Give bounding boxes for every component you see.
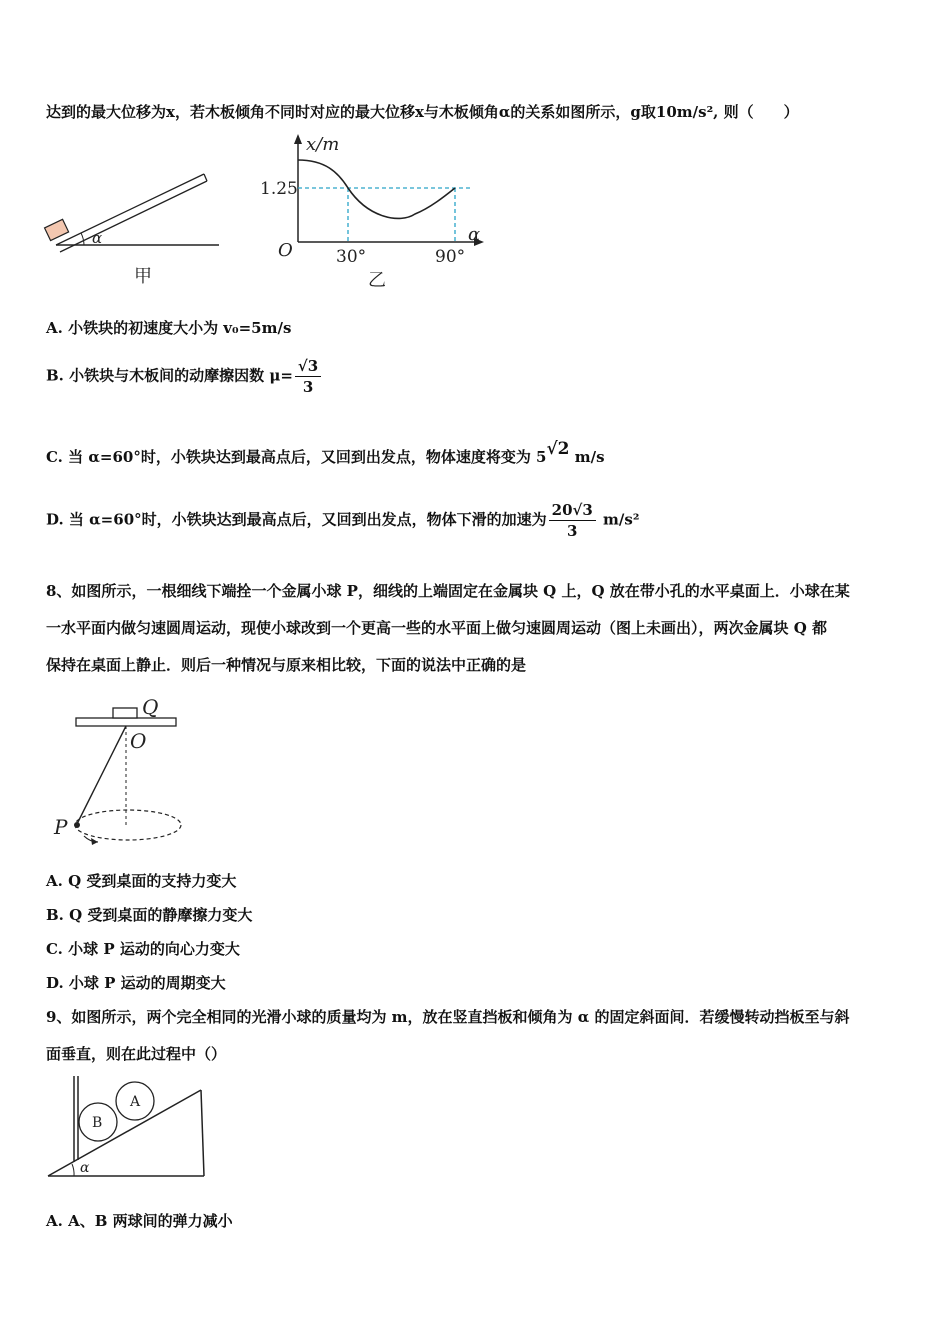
y-axis-label: x/m bbox=[306, 134, 340, 155]
q7-option-b-prefix: B. 小铁块与木板间的动摩擦因数 μ= bbox=[46, 366, 293, 385]
x-tick-90: 90° bbox=[435, 247, 466, 267]
q7-stem: 达到的最大位移为x，若木板倾角不同时对应的最大位移x与木板倾角α的关系如图所示，g取10m/s², 则（ ） bbox=[46, 103, 799, 121]
label-ball-a: A bbox=[130, 1094, 141, 1110]
figure-yi-graph bbox=[250, 130, 500, 295]
q7-option-d-prefix: D. 当 α=60°时，小铁块达到最高点后，又回到出发点，物体下滑的加速为 bbox=[46, 510, 547, 529]
q7-option-c bbox=[46, 439, 605, 467]
q7-option-d-unit: m/s² bbox=[603, 510, 640, 529]
mu-denominator: 3 bbox=[302, 378, 314, 396]
figure-q9 bbox=[44, 1074, 219, 1184]
label-alpha: α bbox=[80, 1160, 90, 1176]
label-P: P bbox=[54, 815, 68, 839]
accel-numerator: 20√3 bbox=[549, 500, 596, 521]
y-tick-1-25: 1.25 bbox=[260, 179, 298, 199]
q7-option-a: A. 小铁块的初速度大小为 v₀=5m/s bbox=[46, 319, 292, 337]
q7-option-d bbox=[46, 500, 639, 541]
q8-option-d: D. 小球 P 运动的周期变大 bbox=[46, 974, 226, 992]
figure-label-yi: 乙 bbox=[368, 270, 386, 291]
q8-option-b: B. Q 受到桌面的静摩擦力变大 bbox=[46, 906, 253, 924]
x-axis-label: α bbox=[468, 224, 481, 245]
figure-jia bbox=[44, 170, 224, 290]
q8-stem-line1: 8、如图所示，一根细线下端拴一个金属小球 P，细线的上端固定在金属块 Q 上，Q 放在带小孔的水平桌面上．小球在某 bbox=[46, 582, 850, 600]
q8-stem-line2: 一水平面内做匀速圆周运动，现使小球改到一个更高一些的水平面上做匀速圆周运动（图上未画出），两次金属块 Q 都 bbox=[46, 619, 828, 637]
figure-label-jia: 甲 bbox=[134, 266, 152, 287]
q9-stem-line1: 9、如图所示，两个完全相同的光滑小球的质量均为 m，放在竖直挡板和倾角为 α 的固定斜面间．若缓慢转动挡板至与斜 bbox=[46, 1008, 850, 1026]
mu-numerator: √3 bbox=[295, 356, 321, 377]
accel-fraction bbox=[549, 500, 596, 541]
q7-option-c-prefix: C. 当 α=60°时，小铁块达到最高点后，又回到出发点，物体速度将变为 5 bbox=[46, 448, 547, 466]
accel-denominator: 3 bbox=[567, 522, 578, 540]
label-ball-b: B bbox=[92, 1115, 103, 1131]
sqrt-two: √2 bbox=[546, 439, 570, 459]
label-O: O bbox=[130, 729, 147, 753]
angle-label: α bbox=[92, 229, 103, 247]
q7-option-b bbox=[46, 356, 323, 397]
q9-stem-line2: 面垂直，则在此过程中（） bbox=[46, 1045, 227, 1063]
mu-fraction bbox=[295, 356, 321, 397]
q8-option-c: C. 小球 P 运动的向心力变大 bbox=[46, 940, 240, 958]
q7-option-c-unit: m/s bbox=[574, 448, 605, 466]
label-Q: Q bbox=[142, 695, 159, 719]
figure-q8 bbox=[46, 690, 206, 855]
x-tick-30: 30° bbox=[336, 247, 367, 267]
q8-stem-line3: 保持在桌面上静止．则后一种情况与原来相比较，下面的说法中正确的是 bbox=[46, 656, 527, 674]
q8-option-a: A. Q 受到桌面的支持力变大 bbox=[46, 872, 237, 890]
origin-label: O bbox=[278, 240, 293, 261]
q9-option-a: A. A、B 两球间的弹力减小 bbox=[46, 1212, 233, 1230]
